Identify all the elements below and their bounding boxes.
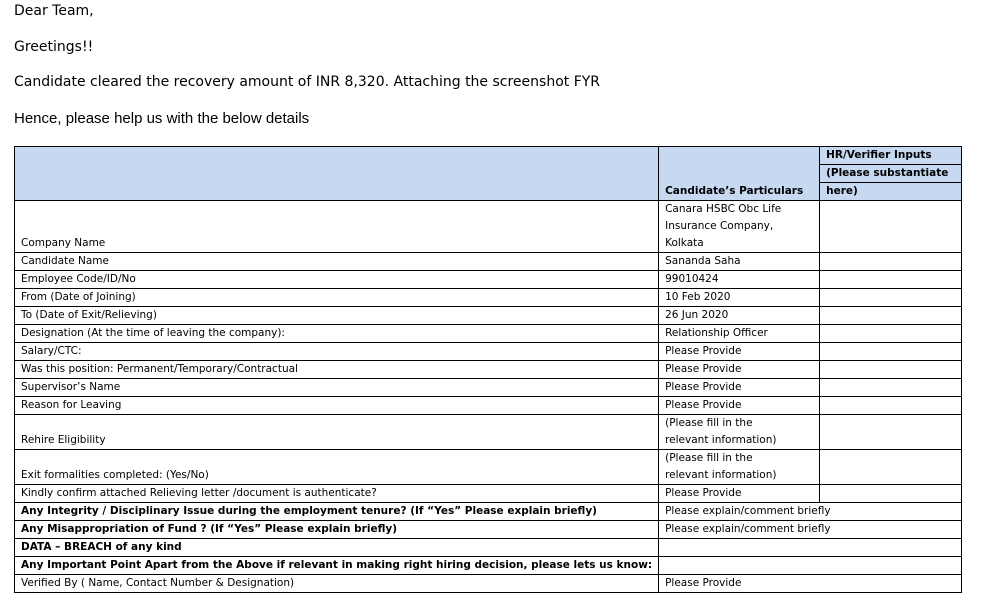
row-candidate-value: Please Provide: [659, 485, 820, 503]
row-label: Reason for Leaving: [15, 397, 659, 415]
row-candidate-value: Please Provide: [659, 397, 820, 415]
row-candidate-value: Relationship Officer: [659, 325, 820, 343]
row-candidate-value: 26 Jun 2020: [659, 307, 820, 325]
hr-header-line-2: (Please substantiate: [820, 165, 961, 183]
value-line: (Please fill in the: [665, 452, 753, 464]
table-row: [15, 557, 962, 575]
table-row: [15, 415, 962, 450]
row-hr-input[interactable]: [820, 307, 962, 325]
value-line: Canara HSBC Obc Life: [665, 203, 782, 215]
row-candidate-value: Sananda Saha: [659, 253, 820, 271]
row-candidate-value: Please Provide: [659, 575, 962, 593]
header-hr-verifier-inputs: [820, 147, 962, 201]
row-label: Company Name: [15, 201, 659, 253]
table-row: [15, 361, 962, 379]
table-header-row: [15, 147, 962, 201]
row-label: From (Date of Joining): [15, 289, 659, 307]
table-row: [15, 575, 962, 593]
row-hr-input[interactable]: [820, 253, 962, 271]
row-label: Employee Code/ID/No: [15, 271, 659, 289]
request-paragraph: Hence, please help us with the below details: [14, 110, 310, 127]
table-row: [15, 539, 962, 557]
row-label: Kindly confirm attached Relieving letter /document is authenticate?: [15, 485, 659, 503]
value-line: relevant information): [665, 434, 777, 446]
row-label: Exit formalities completed: (Yes/No): [15, 450, 659, 485]
row-hr-input[interactable]: [820, 397, 962, 415]
table-row: [15, 485, 962, 503]
row-label: Designation (At the time of leaving the company):: [15, 325, 659, 343]
value-line: relevant information): [665, 469, 777, 481]
header-cell-blank: [15, 147, 659, 201]
table-row: [15, 201, 962, 253]
hr-header-line-1: HR/Verifier Inputs: [820, 147, 961, 165]
row-label: Rehire Eligibility: [15, 415, 659, 450]
row-label: To (Date of Exit/Relieving): [15, 307, 659, 325]
row-hr-input[interactable]: [820, 289, 962, 307]
row-label: Supervisor’s Name: [15, 379, 659, 397]
row-hr-input[interactable]: [820, 485, 962, 503]
row-label: Candidate Name: [15, 253, 659, 271]
value-line: Insurance Company, Kolkata: [665, 220, 774, 249]
row-candidate-value: [659, 450, 820, 485]
recovery-paragraph: Candidate cleared the recovery amount of INR 8,320. Attaching the screenshot FYR: [14, 74, 601, 90]
table-row: [15, 307, 962, 325]
row-hr-input[interactable]: [820, 201, 962, 253]
row-candidate-value: Please Provide: [659, 379, 820, 397]
row-candidate-value: Please Provide: [659, 343, 820, 361]
row-label: Salary/CTC:: [15, 343, 659, 361]
table-row: [15, 503, 962, 521]
row-label: DATA – BREACH of any kind: [15, 539, 659, 557]
row-candidate-value: [659, 539, 962, 557]
row-candidate-value: [659, 415, 820, 450]
row-candidate-value: [659, 557, 962, 575]
row-hr-input[interactable]: [820, 271, 962, 289]
row-hr-input[interactable]: [820, 379, 962, 397]
row-candidate-value: Please explain/comment briefly: [659, 521, 962, 539]
greeting-text: Dear Team,: [14, 3, 94, 19]
table-row: [15, 450, 962, 485]
table-row: [15, 289, 962, 307]
table-row: [15, 271, 962, 289]
hr-header-line-3: here): [820, 183, 961, 200]
greeting-line-2: Greetings!!: [14, 39, 94, 55]
row-label: Any Misappropriation of Fund ? (If “Yes” Please explain briefly): [15, 521, 659, 539]
row-hr-input[interactable]: [820, 343, 962, 361]
table-row: [15, 253, 962, 271]
row-label: Any Integrity / Disciplinary Issue during the employment tenure? (If “Yes” Please explain briefly): [15, 503, 659, 521]
row-label: Verified By ( Name, Contact Number & Designation): [15, 575, 659, 593]
row-candidate-value: Please explain/comment briefly: [659, 503, 962, 521]
row-label: Any Important Point Apart from the Above if relevant in making right hiring decision, please lets us know:: [15, 557, 659, 575]
row-hr-input[interactable]: [820, 361, 962, 379]
header-candidate-particulars: Candidate’s Particulars: [659, 147, 820, 201]
row-candidate-value: 10 Feb 2020: [659, 289, 820, 307]
row-hr-input[interactable]: [820, 450, 962, 485]
row-candidate-value: Please Provide: [659, 361, 820, 379]
table-row: [15, 397, 962, 415]
verification-table: [14, 146, 962, 593]
row-label: Was this position: Permanent/Temporary/Contractual: [15, 361, 659, 379]
row-hr-input[interactable]: [820, 415, 962, 450]
table-row: [15, 343, 962, 361]
row-candidate-value: [659, 201, 820, 253]
table-row: [15, 521, 962, 539]
row-hr-input[interactable]: [820, 325, 962, 343]
value-line: (Please fill in the: [665, 417, 753, 429]
table-row: [15, 325, 962, 343]
table-row: [15, 379, 962, 397]
row-candidate-value: 99010424: [659, 271, 820, 289]
